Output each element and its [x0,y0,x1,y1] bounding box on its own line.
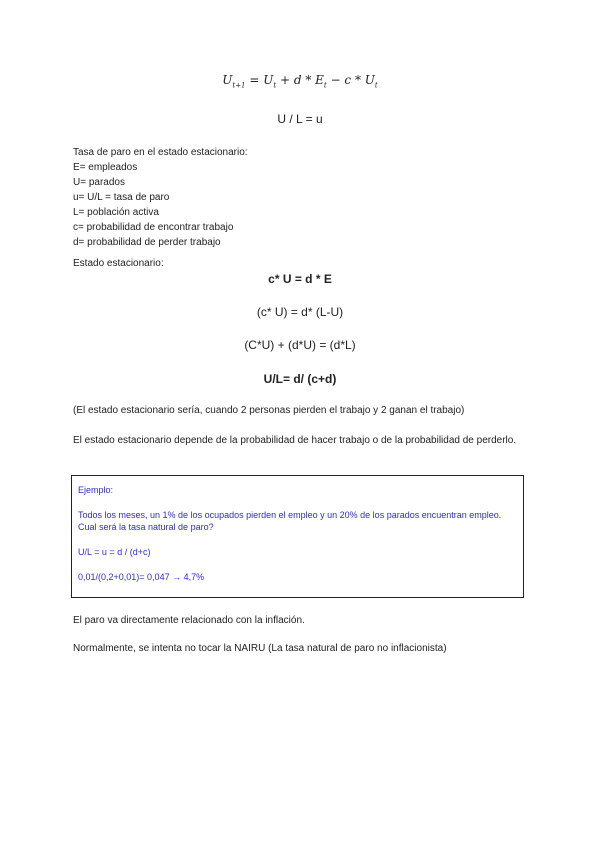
formula-subscript: t [273,81,277,90]
example-calc: 0,01/(0,2+0,01)= 0,047 → 4,7% [78,572,205,582]
steady-state-note: (El estado estacionario sería, cuando 2 personas pierden el trabajo y 2 ganan el trabajo) [73,405,465,416]
formula-term: U [263,73,274,87]
formula-term: = [245,73,264,87]
definitions-list [73,145,248,250]
definitions-heading: Tasa de paro en el estado estacionario: [73,147,248,158]
nairu-note: Normalmente, se intenta no tocar la NAIRU (La tasa natural de paro no inflacionista) [73,643,447,654]
formula-term: U [222,73,233,87]
inflation-note: El paro va directamente relacionado con la inflación. [73,615,305,626]
formula-subscript: t [374,81,378,90]
equation-4: U/L= d/ (c+d) [263,372,337,386]
equation-2: (c* U) = d* (L-U) [256,305,344,319]
definition-item: L= población activa [73,207,159,218]
formula-unemployment-dynamics [0,73,600,89]
formula-term: + d * E [276,73,324,87]
example-text: Todos los meses, un 1% de los ocupados pierden el empleo y un 20% de los parados encuentran empleo. Cual será la tasa natural de paro? [78,510,502,532]
example-box [71,475,524,598]
formula-subscript: t [323,81,327,90]
definition-item: E= empleados [73,162,138,173]
formula-subscript: t+1 [232,81,246,90]
definition-item: c= probabilidad de encontrar trabajo [73,222,234,233]
steady-state-label: Estado estacionario: [73,258,164,269]
formula-ul-u: U / L = u [277,112,323,126]
definition-item: u= U/L = tasa de paro [73,192,170,203]
steady-state-paragraph: El estado estacionario depende de la probabilidad de hacer trabajo o de la probabilidad de perderlo. [73,435,517,446]
equation-3: (C*U) + (d*U) = (d*L) [244,338,356,352]
formula-term: − c * U [326,73,375,87]
example-formula: U/L = u = d / (d+c) [78,547,151,557]
definition-item: U= parados [73,177,125,188]
equation-1: c* U = d * E [268,272,332,286]
definition-item: d= probabilidad de perder trabajo [73,237,221,248]
example-title: Ejemplo: [78,485,114,495]
